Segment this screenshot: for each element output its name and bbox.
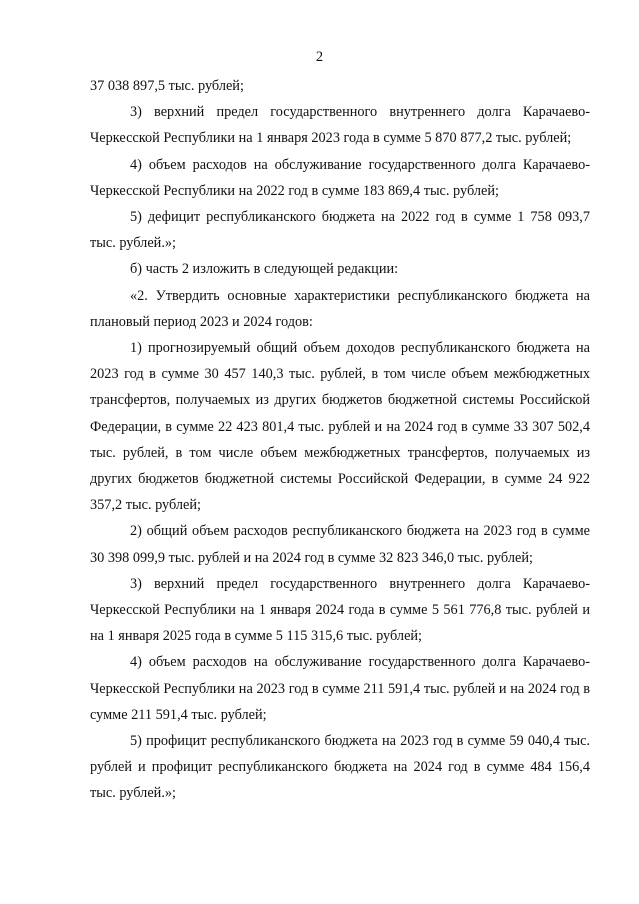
paragraph-part-2-intro: б) часть 2 изложить в следующей редакции: — [130, 261, 399, 278]
paragraph-debt-limit-2023: 3) верхний предел государственного внутреннего долга Карачаево-Черкесской Республики на 1 января 2023 года в сумме 5 870 877,2 тыс. рублей; — [90, 104, 590, 147]
paragraph-debt-limit-2024-2025: 3) верхний предел государственного внутреннего долга Карачаево-Черкесской Республики на 1 января 2024 года в сумме 5 561 776,8 тыс. рублей и на 1 января 2025 года в сумме 5 115 315,6 тыс. рублей; — [90, 575, 590, 645]
paragraph-debt-service-2023-2024: 4) объем расходов на обслуживание государственного долга Карачаево-Черкесской Республики на 2023 год в сумме 211 591,4 тыс. рублей и на 2024 год в сумме 211 591,4 тыс. рублей; — [90, 654, 590, 723]
paragraph-surplus: 5) профицит республиканского бюджета на 2023 год в сумме 59 040,4 тыс. рублей и профицит республиканского бюджета на 2024 год в сумме 484 156,4 тыс. рублей.»; — [90, 733, 590, 802]
paragraph-expenditures: 2) общий объем расходов республиканского бюджета на 2023 год в сумме 30 398 099,9 тыс. рублей и на 2024 год в сумме 32 823 346,0 тыс. рублей; — [90, 523, 590, 566]
paragraph-plan-period: «2. Утвердить основные характеристики республиканского бюджета на плановый период 2023 и 2024 годов: — [90, 287, 590, 330]
paragraph-deficit-2022: 5) дефицит республиканского бюджета на 2022 год в сумме 1 758 093,7 тыс. рублей.»; — [90, 209, 590, 252]
paragraph-revenue-forecast: 1) прогнозируемый общий объем доходов республиканского бюджета на 2023 год в сумме 30 457 140,3 тыс. рублей, в том числе объем межбюджетных трансфертов, получаемых из других бюджетов бюджетной системы Российской Федерации, в сумме 22 423 801,4 тыс. рублей и на 2024 год в сумме 33 307 502,4 тыс. рублей, в том числе объем межбюджетных трансфертов, получаемых из других бюджетов бюджетной системы Российской Федерации, в сумме 24 922 357,2 тыс. рублей; — [90, 340, 590, 514]
page-number: 2 — [315, 49, 324, 65]
document-body — [90, 73, 590, 807]
paragraph-debt-service-2022: 4) объем расходов на обслуживание государственного долга Карачаево-Черкесской Республики на 2022 год в сумме 183 869,4 тыс. рублей; — [90, 156, 590, 199]
paragraph-continuation: 37 038 897,5 тыс. рублей; — [90, 78, 244, 94]
